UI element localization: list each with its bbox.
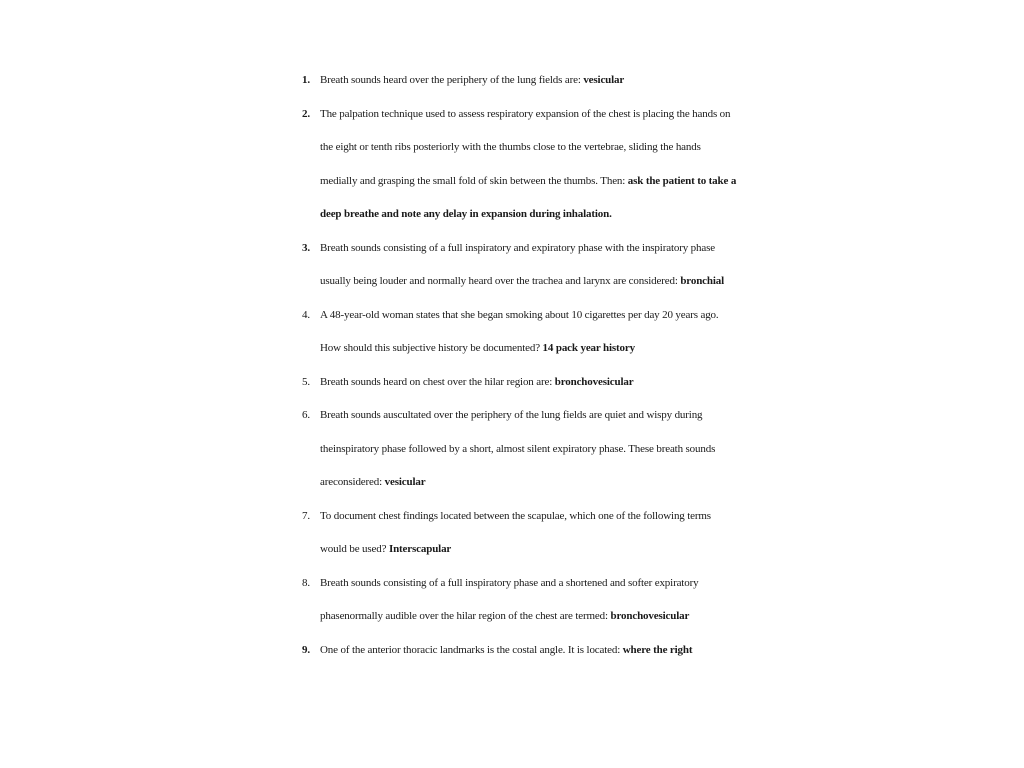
question-number: 9. xyxy=(302,643,310,656)
question-text: Breath sounds auscultated over the periphery of the lung fields are quiet and wispy during theinspiratory phase followed by a short, almost silent expiratory phase. These breath sounds areconsidered: xyxy=(320,409,716,488)
question-text: The palpation technique used to assess respiratory expansion of the chest is placing the hands on the eight or tenth ribs posteriorly with the thumbs close to the vertebrae, sliding the hands medially and grasping the small fold of skin between the thumbs. Then: xyxy=(320,107,731,187)
question-text: A 48-year-old woman states that she began smoking about 10 cigarettes per day 20 years ago. How should this subjective history be documented? xyxy=(320,308,719,354)
question-answer: vesicular xyxy=(583,74,625,86)
question-answer: bronchial xyxy=(680,275,725,287)
question-item xyxy=(300,299,740,366)
question-text: To document chest findings located between the scapulae, which one of the following terms would be used? xyxy=(320,509,711,555)
question-number: 2. xyxy=(302,107,310,120)
question-answer: where the right xyxy=(622,643,693,656)
question-item xyxy=(300,500,740,567)
question-item xyxy=(300,232,740,299)
question-answer: Interscapular xyxy=(388,543,452,555)
question-answer: bronchovesicular xyxy=(554,375,634,388)
question-text: Breath sounds heard on chest over the hilar region are: xyxy=(320,375,555,388)
question-text: Breath sounds consisting of a full inspiratory and expiratory phase with the inspiratory phase usually being louder and normally heard over the trachea and larynx are considered: xyxy=(320,241,715,287)
question-number: 3. xyxy=(302,241,310,254)
question-number: 8. xyxy=(302,576,310,589)
question-item xyxy=(300,64,740,98)
question-answer: 14 pack year history xyxy=(542,342,635,354)
question-answer: bronchovesicular xyxy=(610,610,690,622)
question-number: 4. xyxy=(302,308,310,321)
question-item xyxy=(300,366,740,400)
question-number: 6. xyxy=(302,409,310,421)
question-text: One of the anterior thoracic landmarks is the costal angle. It is located: xyxy=(320,643,623,656)
question-text: Breath sounds consisting of a full inspiratory phase and a shortened and softer expiratory phasenormally audible over the hilar region of the chest are termed: xyxy=(320,576,699,622)
document-page xyxy=(300,64,740,667)
question-item xyxy=(300,567,740,634)
question-item xyxy=(300,634,740,668)
question-text: Breath sounds heard over the periphery of the lung fields are: xyxy=(320,74,584,86)
question-number: 1. xyxy=(302,74,310,86)
question-item xyxy=(300,98,740,232)
question-answer: ask the patient to take a deep breathe and note any delay in expansion during inhalation. xyxy=(320,174,737,220)
question-number: 7. xyxy=(302,509,310,522)
question-number: 5. xyxy=(302,375,310,388)
question-list xyxy=(300,64,740,667)
question-item xyxy=(300,399,740,500)
question-answer: vesicular xyxy=(384,476,426,488)
